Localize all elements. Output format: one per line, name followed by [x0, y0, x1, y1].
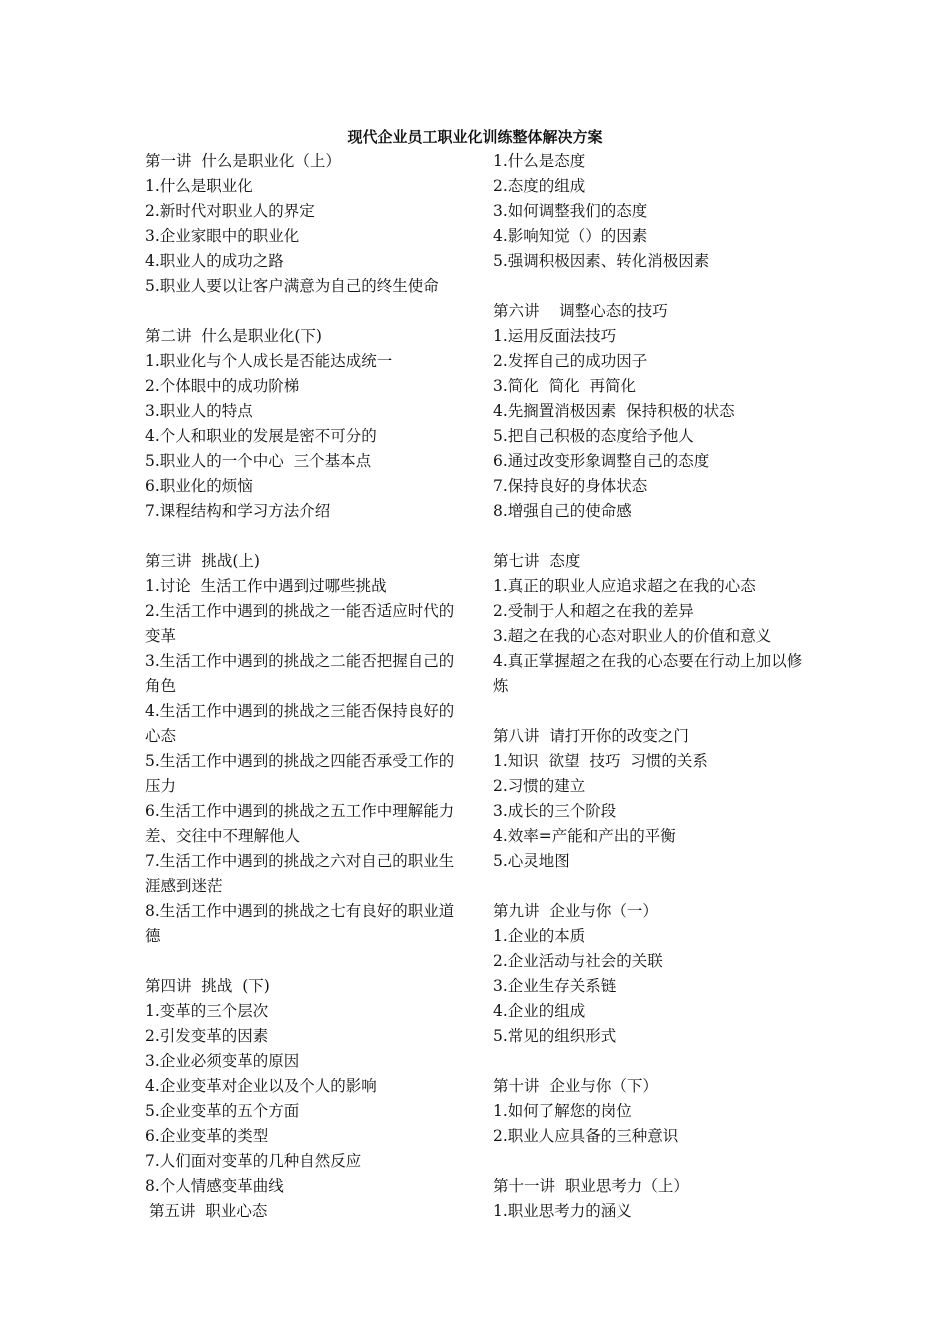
list-item: 6.生活工作中遇到的挑战之五工作中理解能力差、交往中不理解他人 — [145, 802, 455, 845]
list-item: 7.生活工作中遇到的挑战之六对自己的职业生涯感到迷茫 — [145, 852, 455, 895]
list-item: 3.成长的三个阶段 — [493, 802, 617, 820]
list-item: 6.企业变革的类型 — [145, 1127, 269, 1145]
list-item: 4.职业人的成功之路 — [145, 252, 284, 270]
list-item: 5.职业人要以让客户满意为自己的终生使命 — [145, 277, 439, 295]
lecture-heading: 第八讲 请打开你的改变之门 — [493, 727, 689, 745]
list-item: 1.变革的三个层次 — [145, 1002, 269, 1020]
list-item: 2.引发变革的因素 — [145, 1027, 269, 1045]
lecture-section — [145, 549, 465, 949]
list-item: 1.运用反面法技巧 — [493, 327, 617, 345]
lecture-heading: 第六讲 调整心态的技巧 — [493, 302, 668, 320]
lecture-section — [493, 724, 813, 874]
list-item: 3.职业人的特点 — [145, 402, 253, 420]
list-item: 1.什么是态度 — [493, 152, 586, 170]
lecture-section — [145, 149, 465, 299]
lecture-section — [493, 549, 813, 699]
lecture-heading: 第一讲 什么是职业化（上） — [145, 152, 341, 170]
list-item: 7.人们面对变革的几种自然反应 — [145, 1152, 362, 1170]
list-item: 2.个体眼中的成功阶梯 — [145, 377, 300, 395]
list-item: 6.通过改变形象调整自己的态度 — [493, 452, 710, 470]
list-item: 1.职业化与个人成长是否能达成统一 — [145, 352, 393, 370]
list-item: 1.知识 欲望 技巧 习惯的关系 — [493, 752, 708, 770]
list-item: 1.真正的职业人应追求超之在我的心态 — [493, 577, 756, 595]
list-item: 3.超之在我的心态对职业人的价值和意义 — [493, 627, 772, 645]
list-item: 4.个人和职业的发展是密不可分的 — [145, 427, 377, 445]
list-item: 2.新时代对职业人的界定 — [145, 202, 315, 220]
list-item: 4.影响知觉（）的因素 — [493, 227, 648, 245]
list-item: 1.什么是职业化 — [145, 177, 253, 195]
list-item: 5.企业变革的五个方面 — [145, 1102, 300, 1120]
list-item: 1.职业思考力的涵义 — [493, 1202, 632, 1220]
lecture-section — [493, 149, 813, 274]
list-item: 1.如何了解您的岗位 — [493, 1102, 632, 1120]
lecture-section — [493, 899, 813, 1049]
lecture-section — [145, 324, 465, 524]
list-item: 3.企业生存关系链 — [493, 977, 617, 995]
list-item: 7.保持良好的身体状态 — [493, 477, 648, 495]
list-item: 3.生活工作中遇到的挑战之二能否把握自己的角色 — [145, 652, 455, 695]
list-item: 4.生活工作中遇到的挑战之三能否保持良好的心态 — [145, 702, 455, 745]
list-item: 7.课程结构和学习方法介绍 — [145, 502, 331, 520]
list-item: 8.增强自己的使命感 — [493, 502, 632, 520]
list-item: 1.讨论 生活工作中遇到过哪些挑战 — [145, 577, 387, 595]
lecture-section — [145, 1199, 465, 1224]
lecture-section — [145, 974, 465, 1199]
list-item: 3.如何调整我们的态度 — [493, 202, 648, 220]
lecture-section — [493, 1174, 813, 1224]
list-item: 6.职业化的烦恼 — [145, 477, 253, 495]
list-item: 2.企业活动与社会的关联 — [493, 952, 663, 970]
list-item: 4.真正掌握超之在我的心态要在行动上加以修炼 — [493, 652, 803, 695]
list-item: 5.强调积极因素、转化消极因素 — [493, 252, 710, 270]
list-item: 5.心灵地图 — [493, 852, 570, 870]
lecture-heading: 第五讲 职业心态 — [149, 1202, 268, 1220]
lecture-heading: 第三讲 挑战(上) — [145, 552, 260, 570]
lecture-heading: 第四讲 挑战 (下) — [145, 977, 270, 995]
list-item: 2.职业人应具备的三种意识 — [493, 1127, 679, 1145]
document-title: 现代企业员工职业化训练整体解决方案 — [347, 128, 603, 146]
list-item: 4.先搁置消极因素 保持积极的状态 — [493, 402, 735, 420]
list-item: 2.态度的组成 — [493, 177, 586, 195]
list-item: 8.生活工作中遇到的挑战之七有良好的职业道德 — [145, 902, 455, 945]
list-item: 1.企业的本质 — [493, 927, 586, 945]
right-column — [493, 149, 813, 1224]
list-item: 3.简化 简化 再简化 — [493, 377, 636, 395]
lecture-heading: 第十一讲 职业思考力（上） — [493, 1177, 689, 1195]
lecture-heading: 第二讲 什么是职业化(下) — [145, 327, 322, 345]
list-item: 3.企业家眼中的职业化 — [145, 227, 300, 245]
list-item: 4.企业的组成 — [493, 1002, 586, 1020]
lecture-section — [493, 299, 813, 524]
lecture-heading: 第九讲 企业与你（一） — [493, 902, 658, 920]
list-item: 5.职业人的一个中心 三个基本点 — [145, 452, 372, 470]
lecture-heading: 第十讲 企业与你（下） — [493, 1077, 658, 1095]
lecture-section — [493, 1074, 813, 1149]
list-item: 5.生活工作中遇到的挑战之四能否承受工作的压力 — [145, 752, 455, 795]
list-item: 8.个人情感变革曲线 — [145, 1177, 284, 1195]
list-item: 2.受制于人和超之在我的差异 — [493, 602, 694, 620]
list-item: 3.企业必须变革的原因 — [145, 1052, 300, 1070]
list-item: 2.生活工作中遇到的挑战之一能否适应时代的变革 — [145, 602, 455, 645]
lecture-heading: 第七讲 态度 — [493, 552, 581, 570]
list-item: 5.常见的组织形式 — [493, 1027, 617, 1045]
list-item: 2.发挥自己的成功因子 — [493, 352, 648, 370]
list-item: 5.把自己积极的态度给予他人 — [493, 427, 694, 445]
list-item: 4.企业变革对企业以及个人的影响 — [145, 1077, 377, 1095]
left-column — [145, 149, 465, 1224]
list-item: 4.效率=产能和产出的平衡 — [493, 827, 676, 845]
list-item: 2.习惯的建立 — [493, 777, 586, 795]
